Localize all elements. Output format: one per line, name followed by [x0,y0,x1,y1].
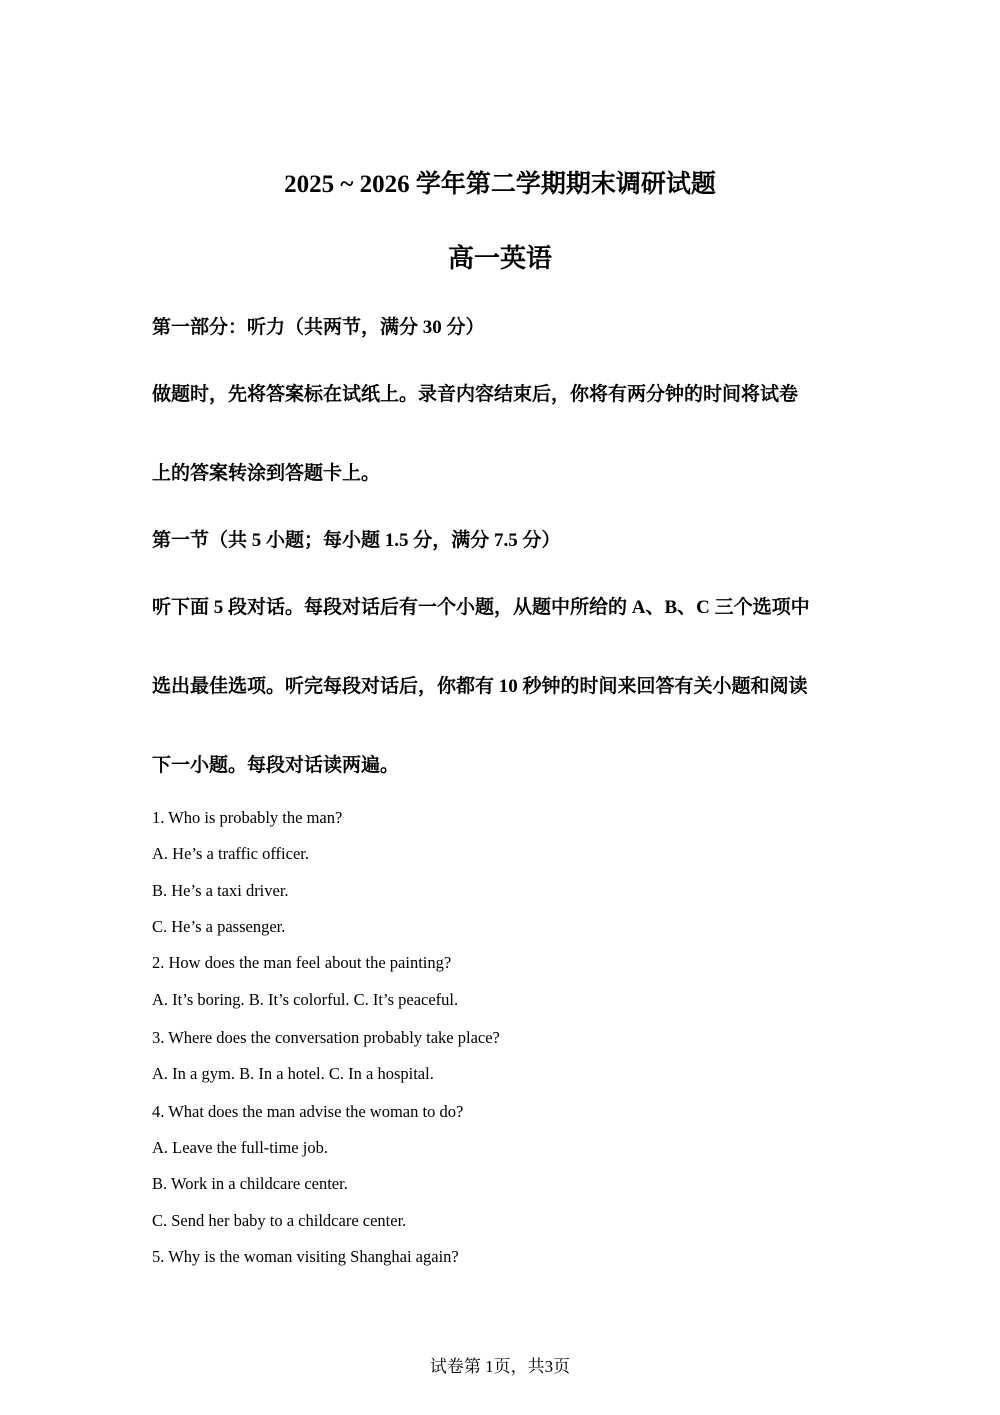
question-1-option-c: C. He’s a passenger. [152,917,286,936]
section1-heading: 第一节（共 5 小题；每小题 1.5 分，满分 7.5 分） [152,530,561,551]
exam-title: 2025 ~ 2026 学年第二学期期末调研试题 [284,171,716,198]
instruction-line-1: 做题时，先将答案标在试纸上。录音内容结束后，你将有两分钟的时间将试卷 [152,384,799,405]
instruction-line-2: 上的答案转涂到答题卡上。 [152,463,381,484]
question-1: 1. Who is probably the man? [152,808,343,827]
part1-heading: 第一部分：听力（共两节，满分 30 分） [152,317,485,338]
exam-subject: 高一英语 [447,244,552,273]
question-4-option-b: B. Work in a childcare center. [152,1174,348,1193]
question-5: 5. Why is the woman visiting Shanghai again? [152,1247,459,1266]
question-1-option-b: B. He’s a taxi driver. [152,881,289,900]
section1-directions-line-1: 听下面 5 段对话。每段对话后有一个小题，从题中所给的 A、B、C 三个选项中 [152,597,810,618]
question-2: 2. How does the man feel about the painting? [152,953,452,972]
question-4-option-a: A. Leave the full-time job. [152,1138,328,1157]
section1-directions-line-2: 选出最佳选项。听完每段对话后，你都有 10 秒钟的时间来回答有关小题和阅读 [152,676,808,697]
question-1-option-a: A. He’s a traffic officer. [152,844,309,863]
question-4: 4. What does the man advise the woman to do? [152,1102,464,1121]
page-footer: 试卷第 1页，共3页 [429,1357,571,1376]
question-4-option-c: C. Send her baby to a childcare center. [152,1211,407,1230]
section1-directions-line-3: 下一小题。每段对话读两遍。 [152,755,400,776]
question-3: 3. Where does the conversation probably take place? [152,1028,500,1047]
question-3-options: A. In a gym. B. In a hotel. C. In a hospital. [152,1064,434,1083]
question-2-options: A. It’s boring. B. It’s colorful. C. It’s peaceful. [152,990,459,1009]
